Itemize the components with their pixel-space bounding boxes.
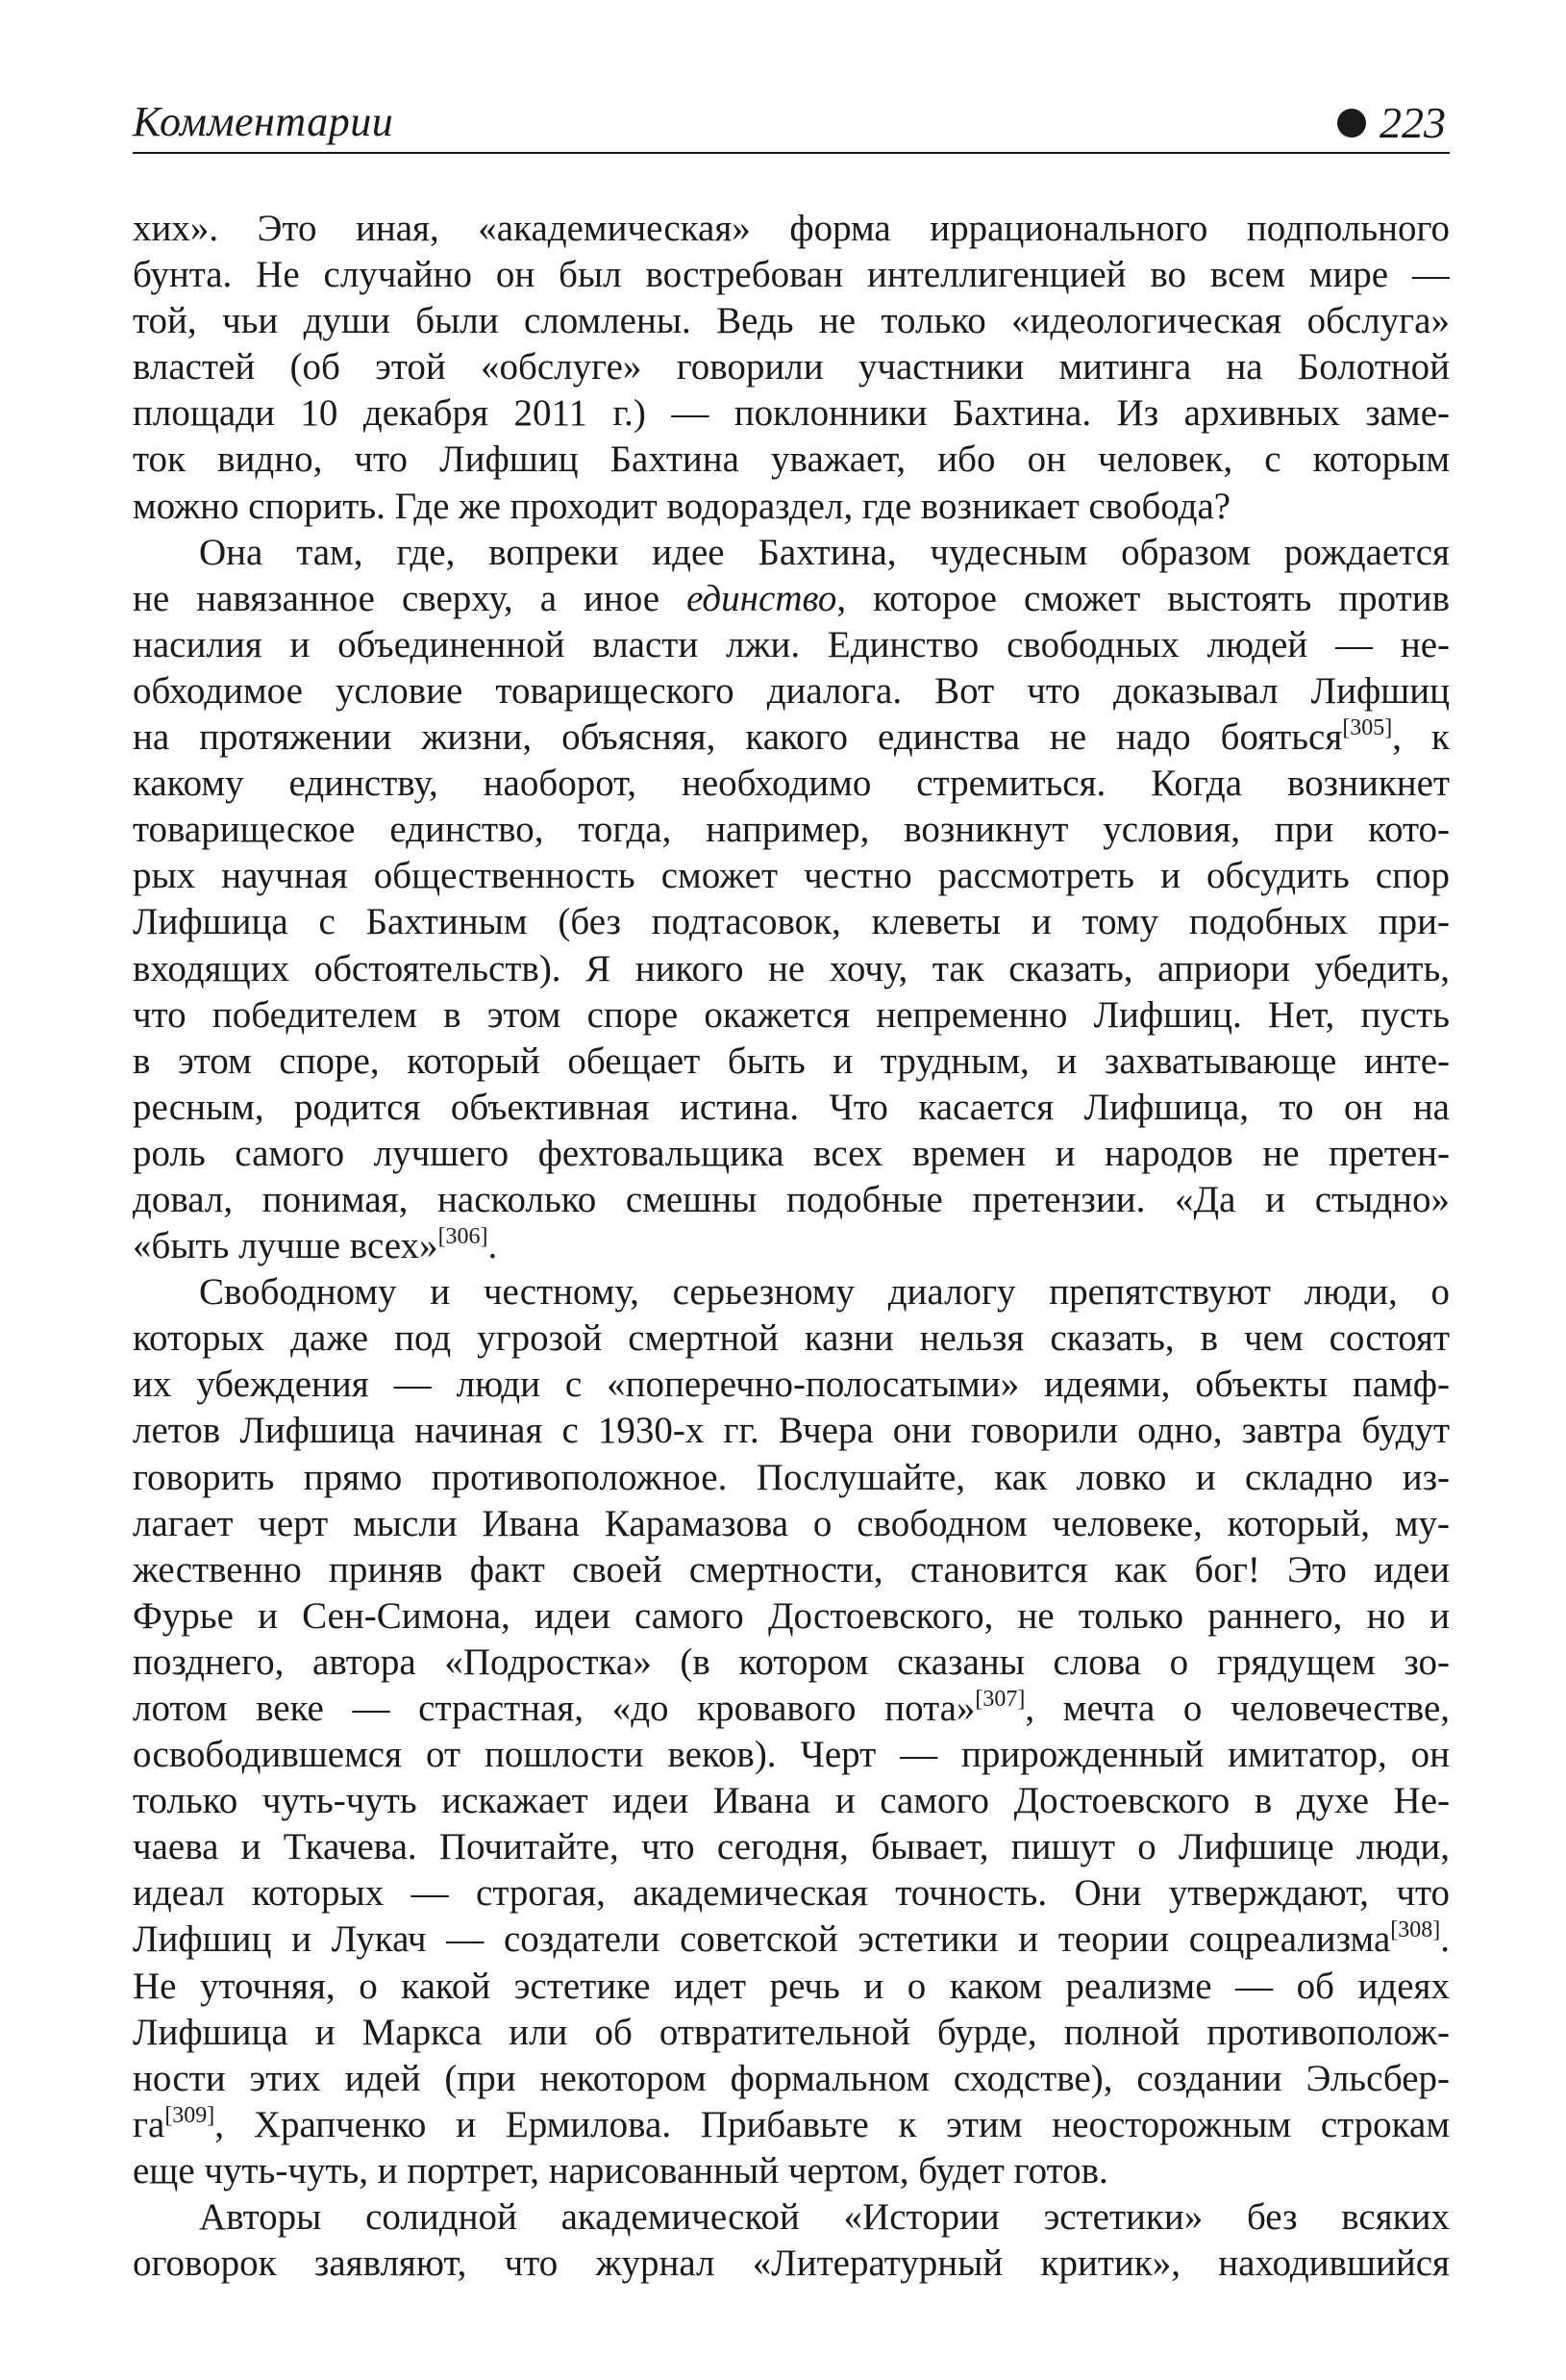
line-text: оговорок заявляют, что журнал «Литературный критик», находившийся — [133, 2242, 1450, 2285]
line-text: Она там, где, вопреки идее Бахтина, чудесным образом рождается — [199, 531, 1450, 573]
text-line — [133, 1640, 1450, 1686]
text-line — [133, 1824, 1450, 1870]
line-text: Лифшиц и Лукач — создатели советской эстетики и теории соцреализма — [133, 1918, 1391, 1961]
text-line — [133, 530, 1450, 576]
text-line — [133, 2056, 1450, 2102]
line-text: какому единству, наоборот, необходимо стремиться. Когда возникнет — [133, 763, 1450, 805]
text-line — [133, 2194, 1450, 2241]
text-line — [133, 2241, 1450, 2287]
footnote-reference[interactable]: [305] — [1342, 715, 1393, 741]
line-text: лотом веке — страстная, «до кровавого пота» — [133, 1688, 976, 1729]
text-line — [133, 576, 1450, 622]
line-text: лагает черт мысли Ивана Карамазова о свободном человеке, который, му- — [133, 1502, 1450, 1544]
line-text: Лифшица с Бахтиным (без подтасовок, клеветы и тому подобных при- — [133, 901, 1450, 943]
line-text: только чуть-чуть искажает идеи Ивана и самого Достоевского в духе Не- — [133, 1780, 1450, 1822]
line-text: площади 10 декабря 2011 г.) — поклонники Бахтина. Из архивных заме- — [133, 392, 1450, 435]
text-line — [133, 946, 1450, 992]
body-text — [133, 206, 1450, 2287]
page-number-block — [1337, 97, 1446, 148]
footnote-reference[interactable]: [307] — [975, 1687, 1026, 1712]
line-text: Лифшица и Маркса или об отвратительной бурде, полной противополож- — [133, 2011, 1450, 2053]
line-text: довал, понимая, насколько смешны подобные претензии. «Да и стыдно» — [133, 1178, 1450, 1220]
line-text: на протяжении жизни, объясняя, какого единства не надо бояться — [133, 716, 1343, 759]
text-line — [133, 344, 1450, 390]
text-line — [133, 437, 1450, 483]
text-line — [133, 899, 1450, 945]
text-line — [133, 1778, 1450, 1824]
text-line — [133, 1732, 1450, 1778]
line-text: ности этих идей (при некотором формальном сходстве), создании Эльсбер- — [133, 2057, 1450, 2099]
footnote-reference[interactable]: [309] — [164, 2102, 215, 2128]
text-line — [133, 668, 1450, 714]
line-text: входящих обстоятельств). Я никого не хочу, так сказать, априори убедить, — [133, 947, 1450, 990]
line-text-continued: . — [487, 1225, 498, 1267]
text-line — [133, 992, 1450, 1039]
text-line — [133, 1593, 1450, 1640]
line-text-continued: . — [1440, 1918, 1450, 1961]
line-text: в этом споре, который обещает быть и трудным, и захватывающе инте- — [133, 1040, 1450, 1082]
text-line — [133, 298, 1450, 344]
line-text: идеал которых — строгая, академическая точность. Они утверждают, что — [133, 1872, 1450, 1915]
text-line — [133, 807, 1450, 853]
line-text: властей (об этой «обслуге» говорили участники митинга на Болотной — [133, 346, 1450, 388]
line-text: «быть лучше всех» — [133, 1225, 438, 1267]
line-text: еще чуть-чуть, и портрет, нарисованный чертом, будет готов. — [133, 2149, 1108, 2192]
line-text: насилия и объединенной власти лжи. Единство свободных людей — не- — [133, 623, 1450, 665]
bullet-icon — [1337, 109, 1366, 138]
text-line — [133, 1177, 1450, 1223]
text-line — [133, 390, 1450, 437]
text-line — [133, 1362, 1450, 1408]
line-text: чаева и Ткачева. Почитайте, что сегодня, бывает, пишут о Лифшице люди, — [133, 1826, 1450, 1868]
line-text: рых научная общественность сможет честно рассмотреть и обсудить спор — [133, 855, 1450, 897]
text-line — [133, 1408, 1450, 1454]
line-text: Фурье и Сен-Симона, идеи самого Достоевского, не только раннего, но и — [133, 1594, 1450, 1637]
line-text: Свободному и честному, серьезному диалогу препятствуют люди, о — [199, 1271, 1450, 1314]
line-text-continued: , Храпченко и Ермилова. Прибавьте к этим неосторожным строкам — [214, 2103, 1450, 2145]
text-line — [133, 1085, 1450, 1131]
line-text: бунта. Не случайно он был востребован интеллигенцией во всем мире — — [133, 254, 1450, 296]
running-header — [133, 88, 1450, 154]
line-text: их убеждения — люди с «поперечно-полосатыми» идеями, объекты памф- — [133, 1364, 1450, 1406]
text-line — [133, 761, 1450, 807]
page-number: 223 — [1380, 98, 1446, 147]
line-text: хих». Это иная, «академическая» форма иррационального подпольного — [133, 208, 1450, 249]
line-text: позднего, автора «Подростка» (в котором сказаны слова о грядущем зо- — [133, 1641, 1450, 1683]
line-text: можно спорить. Где же проходит водораздел, где возникает свобода? — [133, 485, 1231, 527]
emphasis-text: единство — [686, 577, 837, 619]
line-text: товарищеское единство, тогда, например, возникнут условия, при кото- — [133, 809, 1450, 851]
line-text: Не уточняя, о какой эстетике идет речь и о каком реализме — об идеях — [133, 1965, 1450, 2007]
text-line — [133, 2010, 1450, 2056]
text-line — [133, 1686, 1450, 1732]
line-text: освободившемся от пошлости веков). Черт — прирожденный имитатор, он — [133, 1734, 1450, 1776]
text-line — [133, 206, 1450, 252]
line-text: говорить прямо противоположное. Послушайте, как ловко и складно из- — [133, 1456, 1450, 1498]
line-text-continued: , которое сможет выстоять против — [836, 577, 1450, 619]
line-text: ток видно, что Лифшиц Бахтина уважает, ибо он человек, с которым — [133, 438, 1450, 481]
line-text-continued: , мечта о человечестве, — [1025, 1688, 1450, 1729]
text-line — [133, 1223, 1450, 1269]
line-text: не навязанное сверху, а иное — [133, 577, 687, 619]
text-line — [133, 1315, 1450, 1362]
footnote-reference[interactable]: [306] — [437, 1224, 488, 1250]
running-title: Комментарии — [133, 98, 394, 145]
text-line — [133, 2102, 1450, 2148]
text-line — [133, 1964, 1450, 2010]
text-line — [133, 484, 1450, 530]
line-text: роль самого лучшего фехтовальщика всех времен и народов не претен- — [133, 1132, 1450, 1174]
text-line — [133, 1039, 1450, 1085]
line-text: летов Лифшица начиная с 1930-х гг. Вчера они говорили одно, завтра будут — [133, 1410, 1450, 1452]
footnote-reference[interactable]: [308] — [1390, 1917, 1441, 1943]
text-line — [133, 1870, 1450, 1917]
line-text: ресным, родится объективная истина. Что касается Лифшица, то он на — [133, 1086, 1450, 1128]
text-line — [133, 1547, 1450, 1593]
text-line — [133, 622, 1450, 668]
line-text: га — [133, 2103, 165, 2145]
line-text: Авторы солидной академической «Истории эстетики» без всяких — [199, 2196, 1450, 2239]
line-text: обходимое условие товарищеского диалога. Вот что доказывал Лифшиц — [133, 669, 1450, 712]
line-text: что победителем в этом споре окажется непременно Лифшиц. Нет, пусть — [133, 993, 1450, 1036]
text-line — [133, 1917, 1450, 1963]
line-text: жественно приняв факт своей смертности, становится как бог! Это идеи — [133, 1548, 1450, 1591]
text-line — [133, 714, 1450, 761]
line-text: которых даже под угрозой смертной казни нельзя сказать, в чем состоят — [133, 1317, 1450, 1360]
text-line — [133, 1455, 1450, 1501]
text-line — [133, 252, 1450, 298]
text-line — [133, 2148, 1450, 2194]
text-line — [133, 1269, 1450, 1315]
text-line — [133, 1501, 1450, 1547]
line-text-continued: , к — [1392, 716, 1450, 759]
line-text: той, чьи души были сломлены. Ведь не только «идеологическая обслуга» — [133, 300, 1450, 342]
text-line — [133, 853, 1450, 899]
text-line — [133, 1131, 1450, 1177]
